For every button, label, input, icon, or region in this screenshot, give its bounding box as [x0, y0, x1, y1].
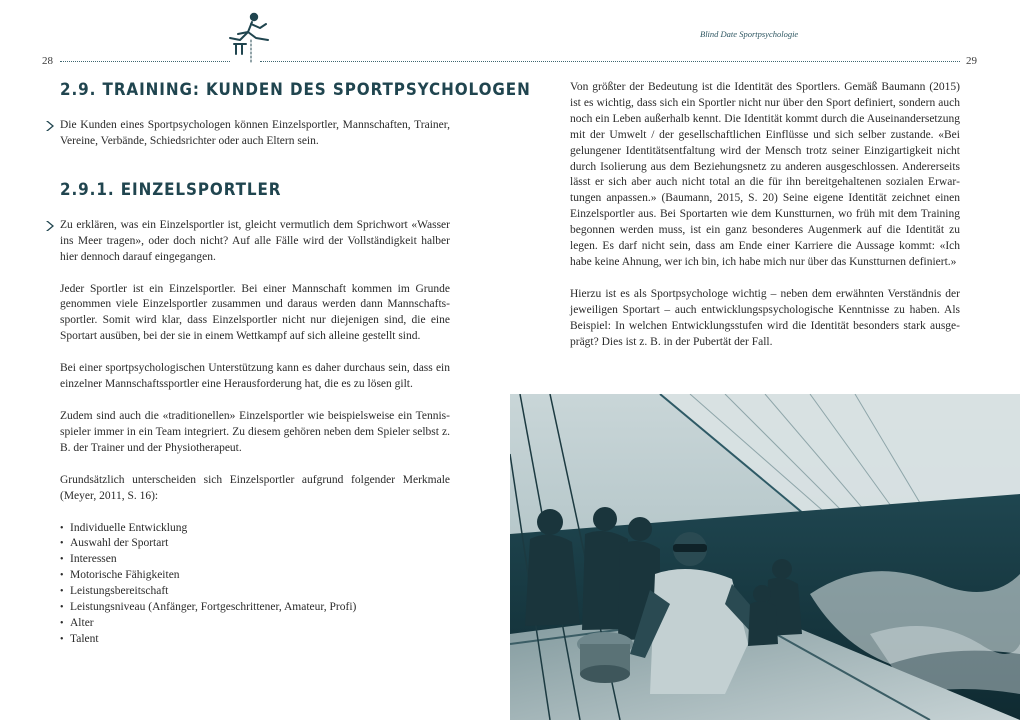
intro-block: [60, 118, 450, 150]
header-rule-left: [60, 61, 230, 62]
running-title: Blind Date Sportpsychologie: [700, 29, 799, 39]
chevron-right-icon: [44, 120, 56, 132]
paragraph-1: Zu erklären, was ein Einzelsportler ist, gleicht vermutlich dem Sprichwort «Wasser ins Meer tragen», oder doch nicht? Auf alle Fälle wird der Vollständigkeit halber hier dennoch darauf eingegangen.: [60, 218, 450, 263]
list-item: • Motorische Fähigkeiten: [60, 568, 450, 584]
paragraph-2: Jeder Sportler ist ein Einzelsportler. Bei einer Mannschaft kommen im Grunde genommen viele Einzelsportler zusammen und daraus werden dann Mannschaftssportler. Somit wird klar, dass Einzelsportler nicht nur diejenigen sind, die eine Sportart ausüben, bei der sie in einem Wettkampf auf sich alleine gestellt sind.: [60, 282, 450, 343]
list-item: • Interessen: [60, 552, 450, 568]
paragraph-3: Bei einer sportpsychologischen Unterstützung kann es daher durchaus sein, dass ein einzelner Mannschaftssportler eine Herausforderung hat, die es zu lösen gilt.: [60, 362, 450, 391]
sailing-photo: [510, 394, 1020, 720]
heading-training-kunden: 2.9. TRAINING: KUNDEN DES SPORTPSYCHOLOGEN: [60, 80, 531, 99]
list-item: • Alter: [60, 616, 450, 632]
heading-einzelsportler: 2.9.1. EINZELSPORTLER: [60, 179, 282, 199]
list-item: • Talent: [60, 632, 450, 648]
merkmale-list: [60, 521, 450, 648]
page-number-right: 29: [966, 55, 977, 67]
header-rule-right: [260, 61, 960, 62]
paragraph-intro: Die Kunden eines Sportpsychologen können Einzelsportler, Mannschaften, Trainer, Vereine, Verbände, Schiedsrichter oder auch Eltern sein.: [60, 119, 450, 147]
list-item: • Individuelle Entwicklung: [60, 521, 450, 537]
paragraph-5: Grundsätzlich unterscheiden sich Einzelsportler aufgrund folgender Merkmale (Meyer, 2011, S. 16):: [60, 473, 450, 502]
paragraph-identitaet: Von größter der Bedeutung ist die Identität des Sportlers. Gemäß Baumann (2015) ist es wichtig, dass sich ein Sportler nicht nur über den Sport definiert, sondern auch noch ein Leben außerhalb kennt. Die Identität kommt durch die Auseinandersetzung mit der Umwelt / der gesellschaftlichen Einflüsse und sich selber zustande. «Bei gelungener Identitätsentfaltung wird der Mensch trotz seiner Einzigartigkeit nicht durch Isolierung aus dem Beziehungsnetz zu anderen ausgeschlossen. Andererseits lässt er sich aber auch nicht total an die für ihn bereitgehaltenen sozialen Erwartungen anpassen.» (Baumann, 2015, S. 20) Seine eigene Identität zeichnet einen Einzelsportler aus. Bei Sportarten wie dem Kunstturnen, wo früh mit dem Training begonnen werden muss, ist ein ganz besonderes Augenmerk auf die Identität zu legen. Es darf nicht sein, dass am Ende einer Karriere die Aussage kommt: «Ich habe keine Ahnung, wer ich bin, ich habe mich nur über das Kunstturnen definiert.»: [570, 81, 960, 268]
page-number-left: 28: [42, 55, 53, 67]
left-column: [60, 80, 531, 648]
list-item: • Leistungsniveau (Anfänger, Fortgeschrittener, Amateur, Profi): [60, 600, 450, 616]
paragraph-hierzu: Hierzu ist es als Sportpsychologe wichtig – neben dem erwähnten Verständnis der jeweiligen Sportart – auch entwicklungspsychologische Kenntnisse zu haben. Als Beispiel: In welchen Entwicklungsstufen wird die Identität besonders stark ausgeprägt? Dies ist z. B. in der Pubertät der Fall.: [570, 287, 960, 348]
einzelsportler-lead: [60, 218, 450, 266]
runner-hurdle-icon: [224, 10, 278, 64]
list-item: • Leistungsbereitschaft: [60, 584, 450, 600]
chevron-right-icon: [44, 220, 56, 232]
list-item: • Auswahl der Sportart: [60, 536, 450, 552]
right-column: [570, 80, 960, 351]
paragraph-4: Zudem sind auch die «traditionellen» Einzelsportler wie beispielsweise ein Tennisspieler immer in ein Team integriert. Zu diesem gehören neben dem Spieler selbst z. B. der Trainer und der Physiotherapeut.: [60, 409, 450, 454]
